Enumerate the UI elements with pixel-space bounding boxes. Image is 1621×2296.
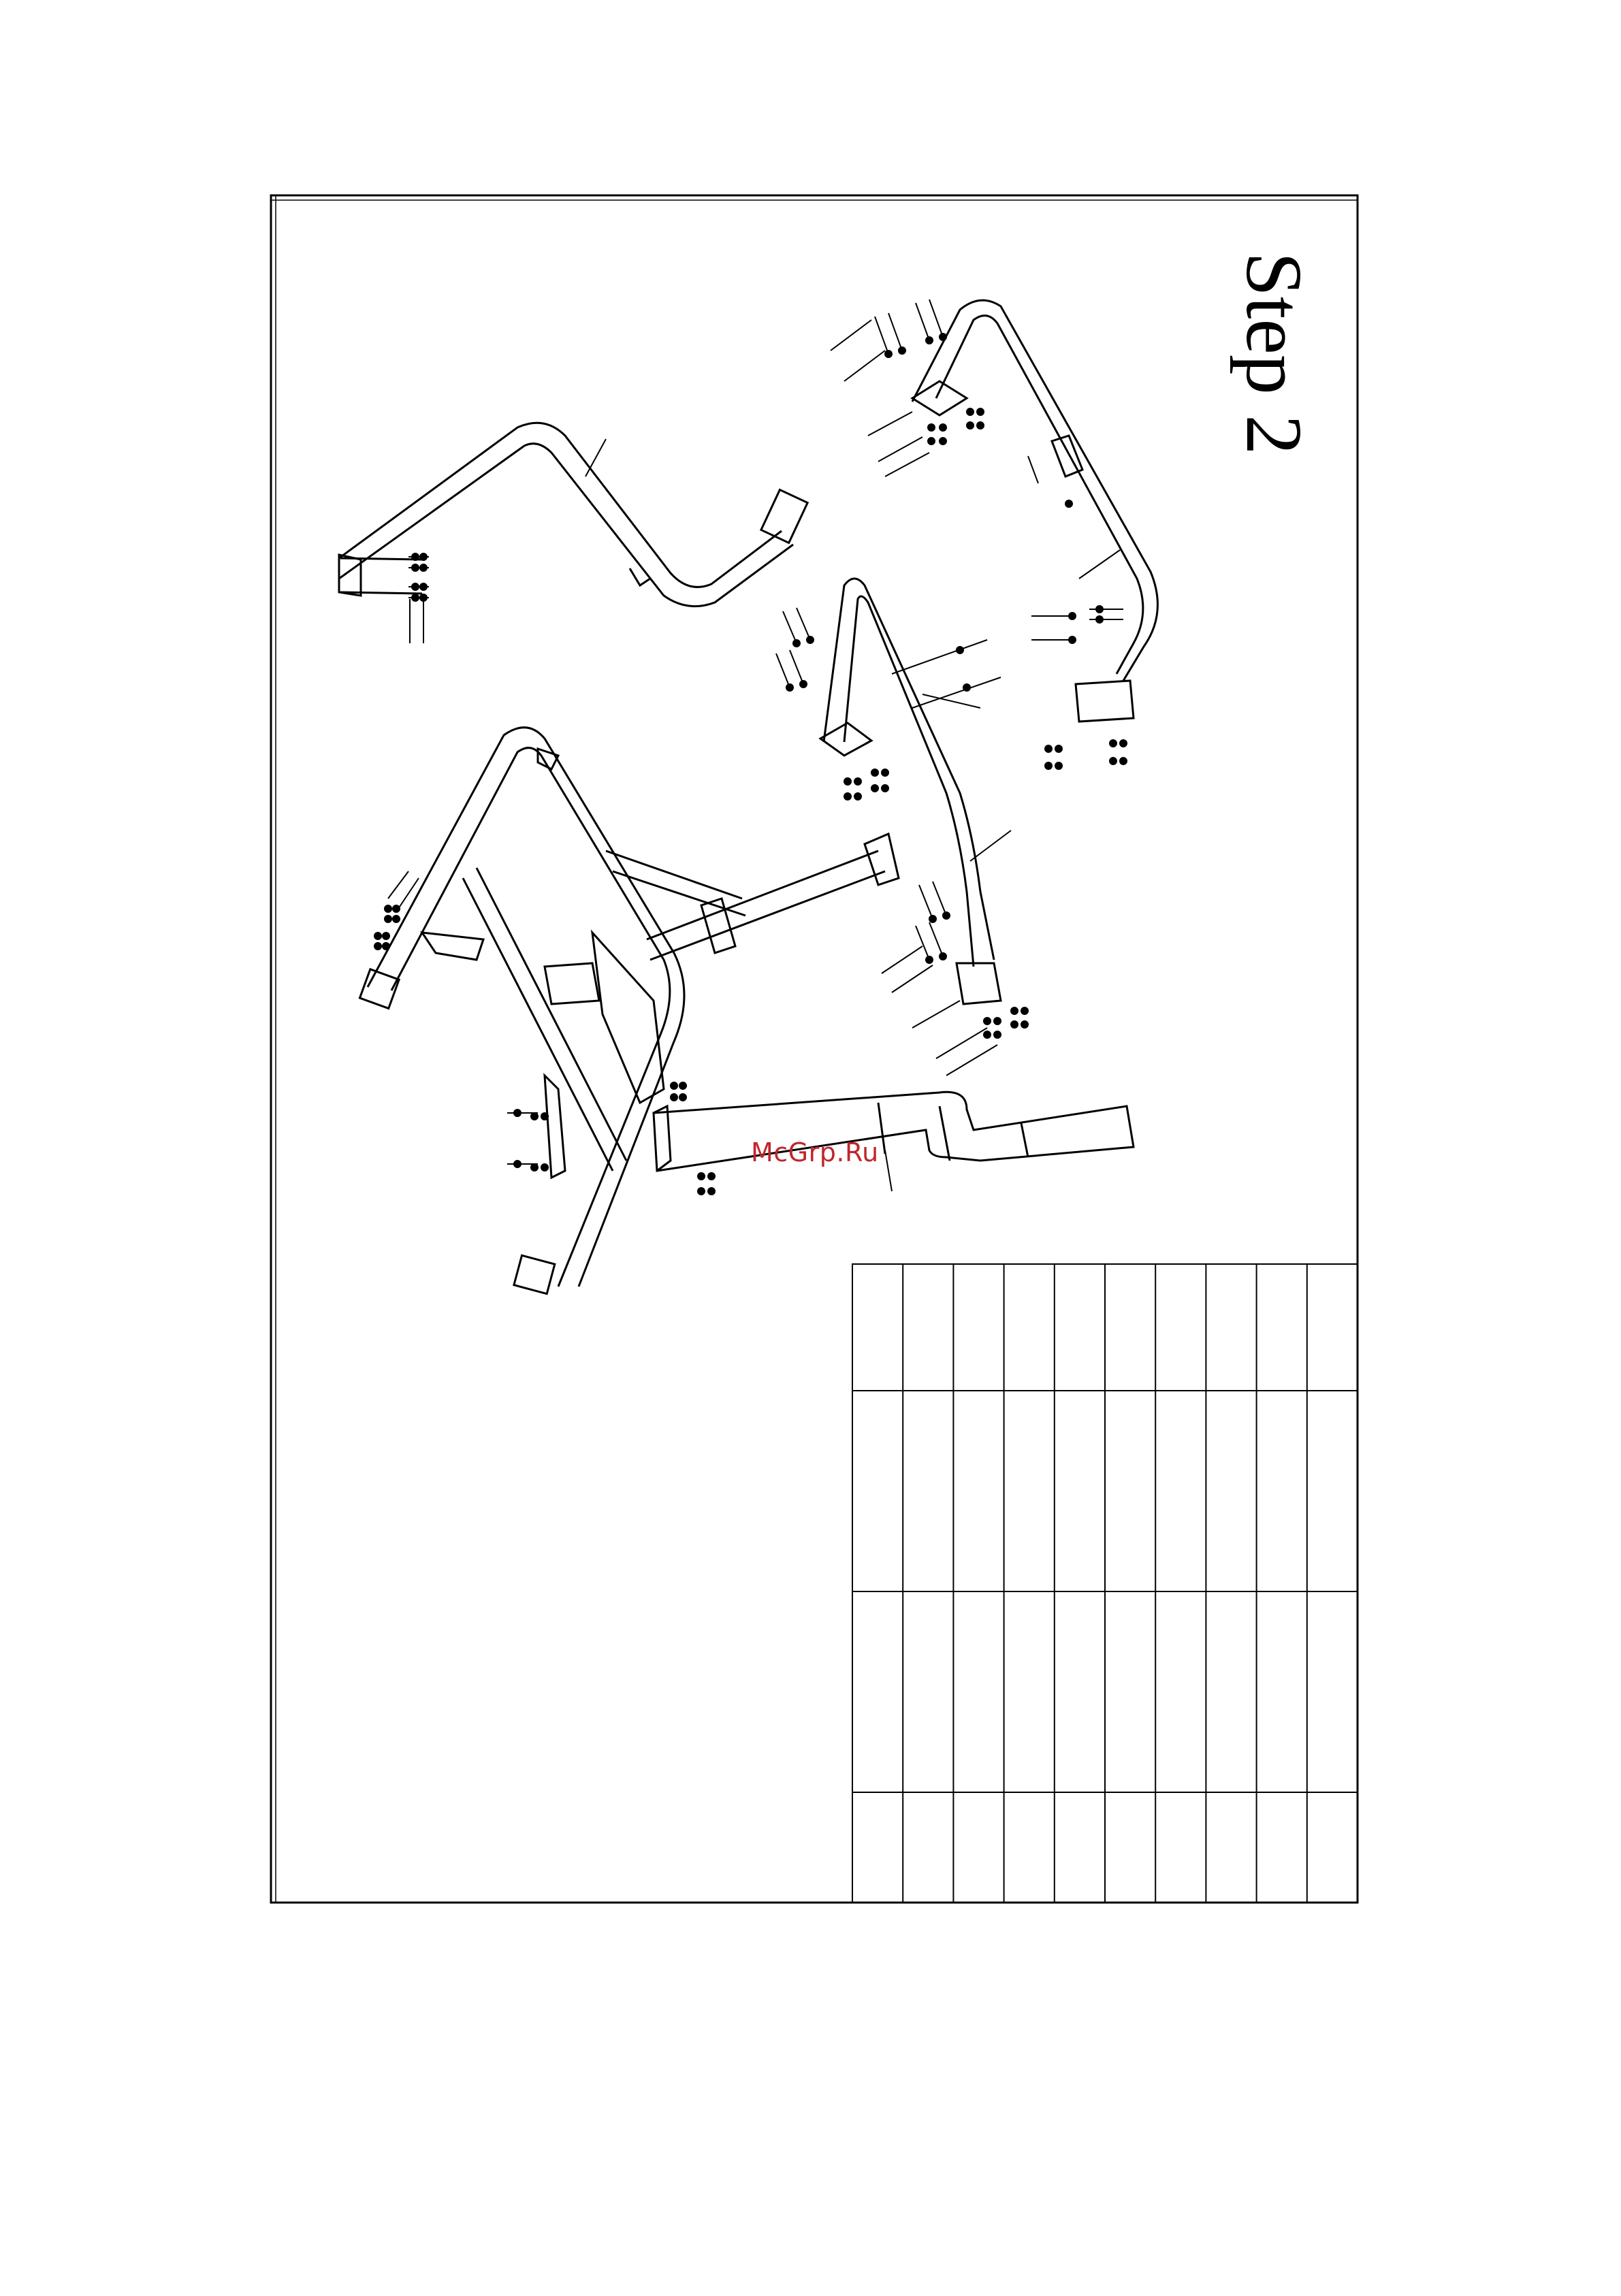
rear-support-beam [654, 1092, 1134, 1191]
top-right-frame-part [912, 300, 1157, 722]
middle-frame-part [820, 579, 1011, 1004]
bolt-group-top-right [831, 300, 1127, 769]
parts-table [852, 1264, 1358, 1903]
watermark-text: McGrp.Ru [751, 1137, 879, 1167]
bolt-group-middle [776, 608, 1028, 1076]
top-left-frame-part [339, 423, 807, 606]
main-base-frame [359, 728, 899, 1294]
bolt-group-base [374, 871, 715, 1195]
bolt-group-top-left [408, 553, 429, 643]
page-frame [271, 195, 1358, 1903]
step-title: Step 2 [1230, 252, 1319, 455]
